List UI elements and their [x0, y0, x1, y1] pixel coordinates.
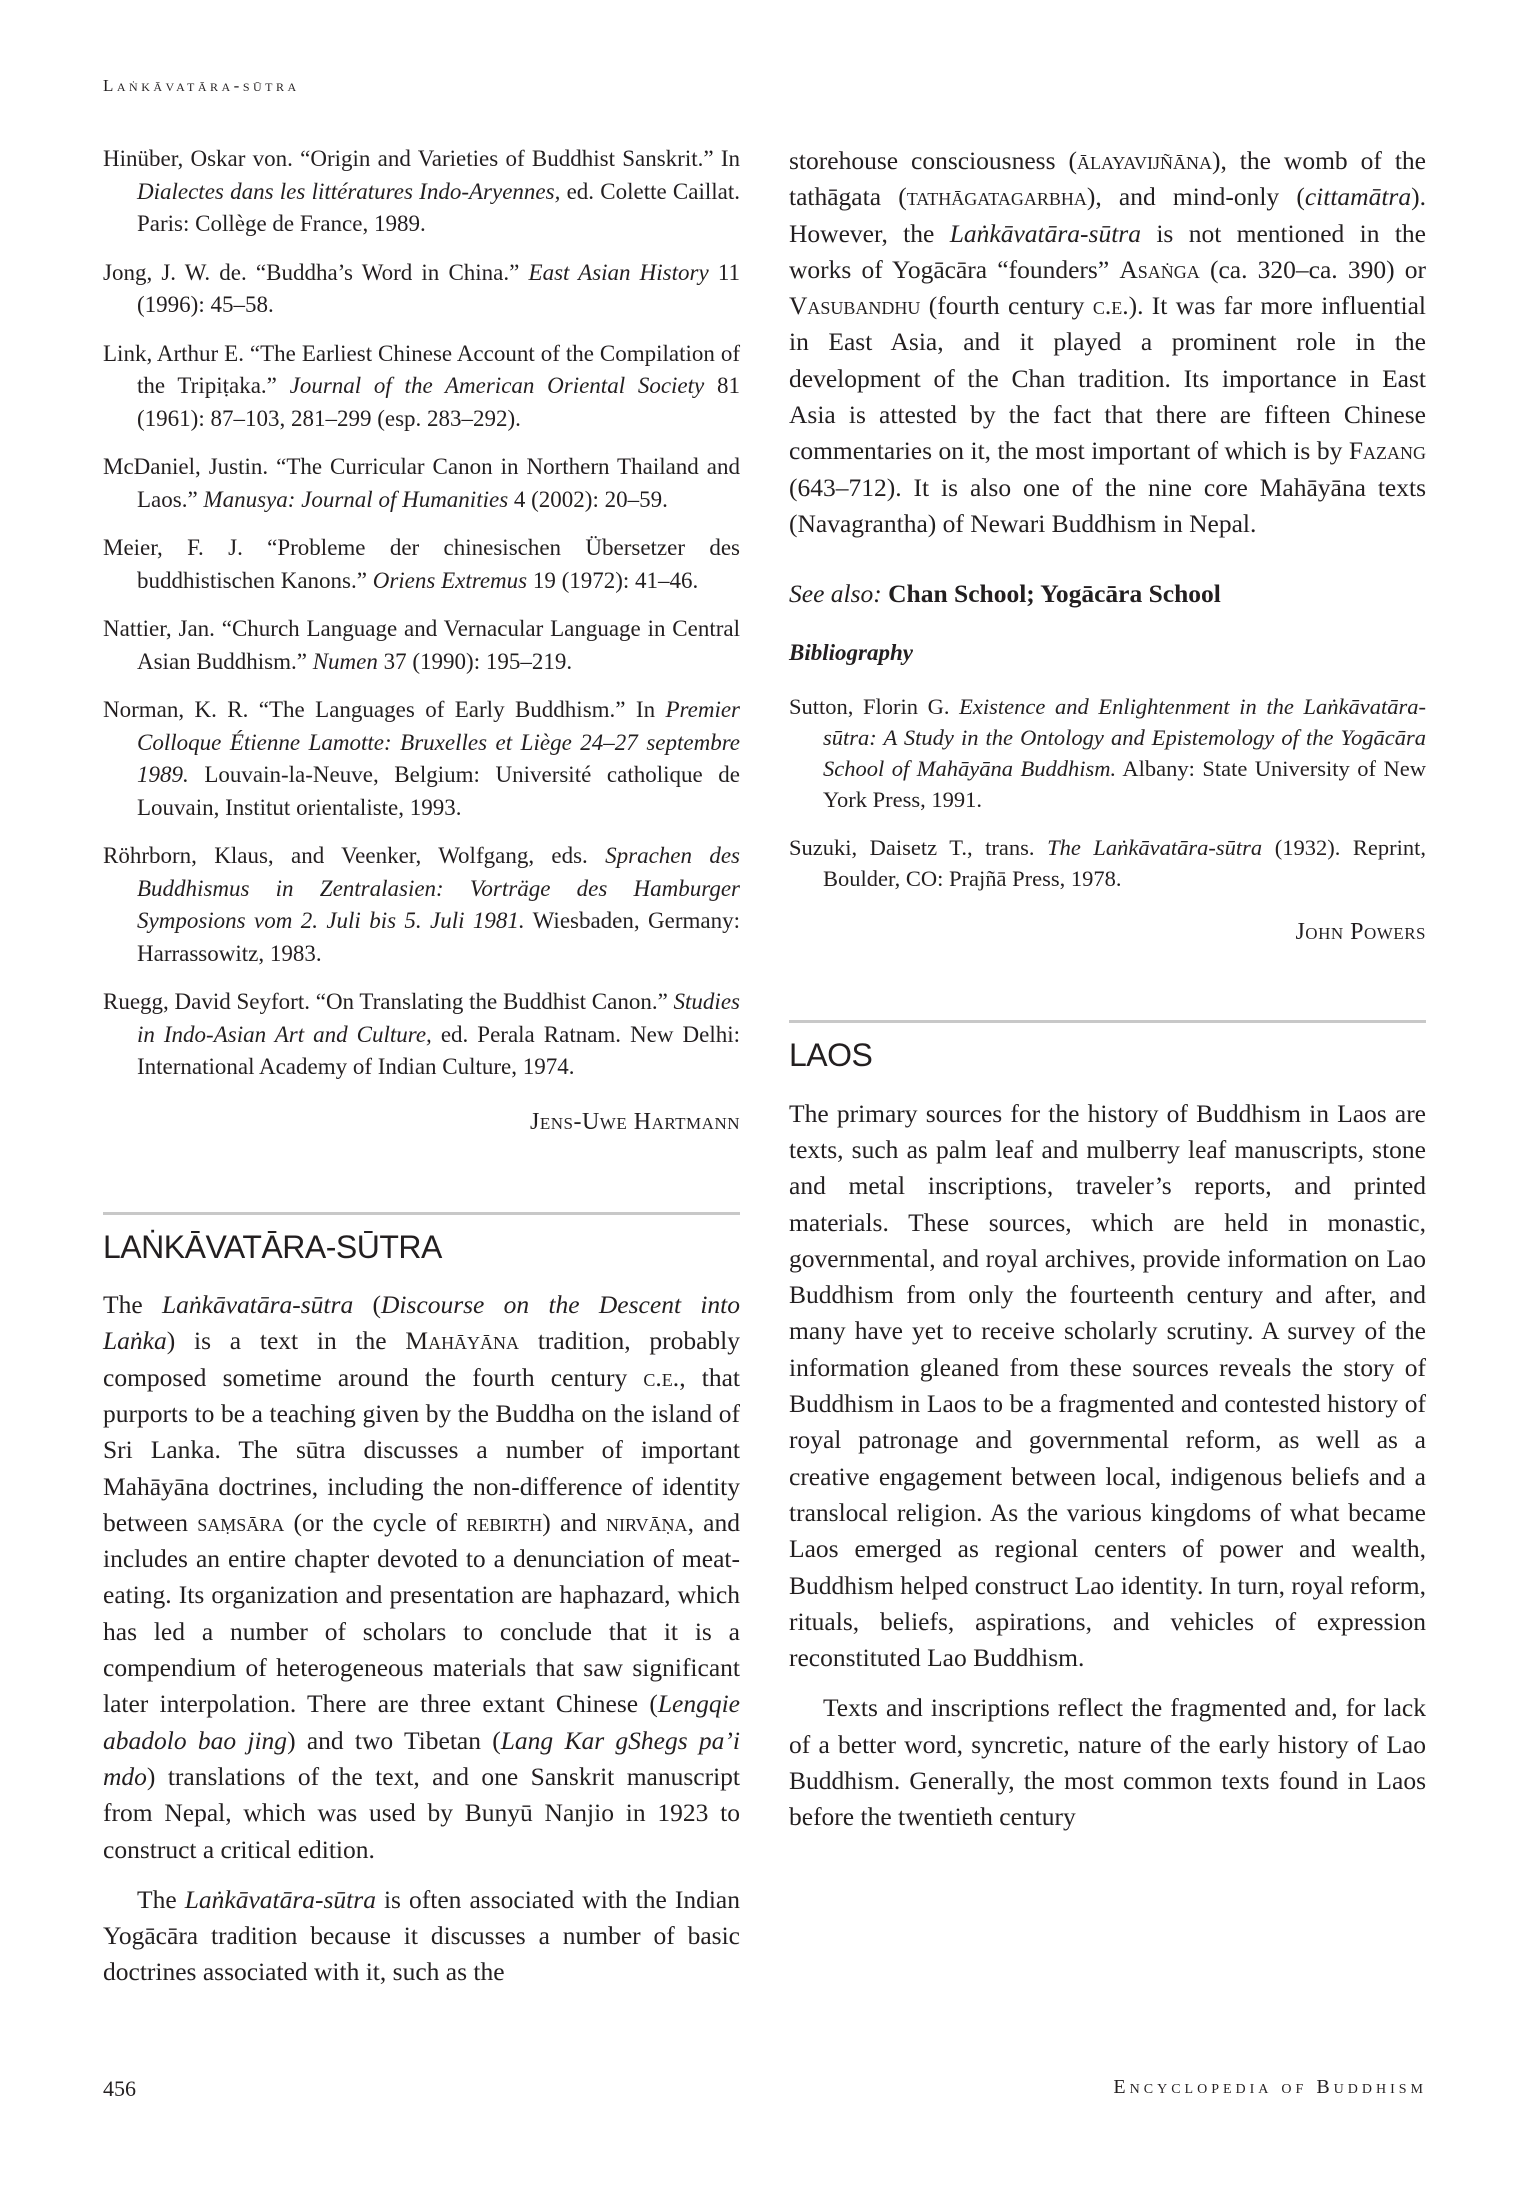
text-run: Röhrborn, Klaus, and Veenker, Wolfgang, eds.	[103, 843, 606, 868]
italic-text: East Asian History	[528, 259, 709, 285]
text-run: is not mentioned in the works of Yogācāra “founders”	[789, 218, 1426, 284]
text-run: Sutton, Florin G.	[789, 693, 960, 719]
body-paragraph	[103, 1882, 740, 1991]
text-run: ed. Perala Ratnam. New Delhi: International Academy of Indian Culture, 1974.	[137, 1021, 741, 1079]
text-run: Louvain-la-Neuve, Belgium: Université catholique de Louvain, Institut orientaliste, 1993.	[137, 762, 740, 820]
cross-reference[interactable]: nirvāṇa	[606, 1507, 688, 1537]
italic-text: Premier Colloque Étienne Lamotte: Bruxelles et Liège 24–27 septembre 1989.	[137, 697, 740, 787]
italic-text: Discourse on the Descent into Laṅka	[103, 1290, 740, 1356]
cross-reference[interactable]: tathāgatagarbha	[906, 182, 1087, 212]
bibliography-entry	[789, 691, 1426, 816]
text-run: (	[353, 1290, 381, 1320]
text-run: The	[137, 1884, 185, 1914]
text-run: Nattier, Jan. “Church Language and Vernacular Language in Central Asian Buddhism.”	[103, 616, 740, 674]
italic-text: Studies in Indo-Asian Art and Culture,	[137, 989, 740, 1047]
bibliography-entry	[103, 451, 740, 516]
running-head: Laṅkāvatāra-sūtra	[103, 76, 300, 95]
section-divider	[103, 1212, 740, 1215]
text-run: Link, Arthur E. “The Earliest Chinese Account of the Compilation of the Tripiṭaka.”	[103, 340, 740, 398]
text-run: (1932). Reprint, Boulder, CO: Prajñā Press, 1978.	[823, 834, 1427, 891]
author-signature: Jens-Uwe Hartmann	[530, 1108, 740, 1135]
italic-text: The Laṅkāvatāra-sūtra	[1047, 834, 1263, 860]
cross-reference[interactable]: saṃsāra	[197, 1507, 285, 1537]
italic-text: Manusya: Journal of Humanities	[203, 486, 509, 512]
text-run: (643–712). It is also one of the nine core Mahāyāna texts (Navagrantha) of Newari Buddhism in Nepal.	[789, 472, 1426, 538]
text-run: (ca. 320–ca. 390) or	[1199, 254, 1426, 284]
text-run: ), the womb of the tathāgata (	[789, 146, 1426, 212]
italic-text: Existence and Enlightenment in the Laṅkāvatāra-sūtra: A Study in the Ontology and Epistemology of the Yogācāra School of Mahāyāna Buddhism.	[823, 693, 1426, 782]
see-also-label: See also:	[789, 579, 882, 609]
italic-text: Laṅkāvatāra-sūtra	[949, 218, 1141, 248]
text-run: Jong, J. W. de. “Buddha’s Word in China.”	[103, 259, 529, 285]
italic-text: Sprachen des Buddhismus in Zentralasien: Vorträge des Hamburger Symposions vom 2. Juli bis 5. Juli 1981.	[137, 843, 740, 933]
text-run: , and includes an entire chapter devoted to a denunciation of meat-eating. Its organization and presentation are haphazard, which has led a number of scholars to conclude that it is a compendium of heterogeneous materials that saw significant later interpolation. There are three extant Chinese (	[103, 1507, 740, 1719]
text-run: tradition, probably composed sometime around the fourth century	[103, 1326, 741, 1392]
bibliography-entry	[103, 143, 740, 241]
bibliography-entry	[103, 840, 740, 970]
section-divider	[789, 1020, 1426, 1023]
italic-text: Journal of the American Oriental Society	[289, 373, 705, 398]
cross-reference[interactable]: rebirth	[466, 1507, 543, 1537]
bibliography-entry	[103, 694, 740, 824]
bibliography-entry	[103, 532, 740, 597]
text-run: Norman, K. R. “The Languages of Early Buddhism.” In	[103, 697, 666, 722]
italic-text: Lang Kar gShegs pa’i mdo	[103, 1725, 741, 1791]
left-bibliography	[103, 143, 740, 1084]
italic-text: Dialectes dans les littératures Indo-Aryennes,	[137, 178, 561, 204]
author-signature: John Powers	[1295, 919, 1426, 946]
italic-text: cittamātra	[1304, 182, 1412, 212]
text-run: Wiesbaden, Germany: Harrassowitz, 1983.	[137, 908, 740, 966]
see-also-links[interactable]: Chan School; Yogācāra School	[888, 579, 1221, 609]
italic-text: Numen	[312, 648, 378, 674]
italic-text: Laṅkāvatāra-sūtra	[184, 1884, 376, 1914]
bibliography-entry	[103, 986, 740, 1084]
text-run: Meier, F. J. “Probleme der chinesischen Übersetzer des buddhistischen Kanons.”	[103, 535, 740, 593]
body-paragraph	[789, 1690, 1426, 1835]
text-run: ). It was far more influential in East Asia, and it played a prominent role in the development of the Chan tradition. Its importance in East Asia is attested by the fact that there are fifteen Chinese commentaries on it, the most important of which is by	[789, 291, 1426, 466]
text-run: ) and two Tibetan (	[287, 1725, 501, 1755]
text-run: McDaniel, Justin. “The Curricular Canon in Northern Thailand and Laos.”	[103, 454, 740, 512]
text-run: ) translations of the text, and one Sanskrit manuscript from Nepal, which was used by Bunyū Nanjio in 1923 to construct a critical edition.	[103, 1761, 740, 1864]
body-paragraph-continued	[789, 143, 1426, 542]
see-also	[789, 576, 1426, 612]
italic-text: Oriens Extremus	[372, 567, 528, 593]
text-run: ), and mind-only (	[1086, 182, 1305, 212]
text-run: (fourth century	[920, 291, 1093, 321]
entry-title-laos: LAOS	[789, 1037, 873, 1074]
lanka-bibliography	[789, 691, 1426, 894]
text-run: (or the cycle of	[284, 1507, 467, 1537]
cross-reference[interactable]: Vasubandhu	[789, 291, 921, 321]
text-run: 4 (2002): 20–59.	[508, 486, 668, 512]
text-run: The	[103, 1290, 162, 1320]
cross-reference[interactable]: c.e.	[1092, 291, 1129, 321]
cross-reference[interactable]: ālayavijñāna	[1076, 146, 1212, 175]
text-run: ). However, the	[789, 182, 1426, 248]
bibliography-entry	[103, 257, 740, 322]
text-run: 11 (1996): 45–58.	[137, 259, 740, 317]
italic-text: Laṅkāvatāra-sūtra	[161, 1290, 354, 1320]
cross-reference[interactable]: Fazang	[1348, 436, 1426, 466]
text-run: Suzuki, Daisetz T., trans.	[789, 834, 1048, 860]
page-number: 456	[103, 2076, 136, 2101]
body-paragraph	[789, 1096, 1426, 1677]
cross-reference[interactable]: Asaṅga	[1119, 254, 1200, 284]
text-run: Ruegg, David Seyfort. “On Translating the Buddhist Canon.”	[103, 989, 674, 1014]
text-run: 81 (1961): 87–103, 281–299 (esp. 283–292).	[137, 373, 740, 431]
text-run: is often associated with the Indian Yogācāra tradition because it discusses a number of basic doctrines associated with it, such as the	[103, 1884, 740, 1987]
text-run: Texts and inscriptions reflect the fragmented and, for lack of a better word, syncretic, nature of the early history of Lao Buddhism. Generally, the most common texts found in Laos before the twentieth century	[789, 1693, 1426, 1832]
body-paragraph	[103, 1287, 740, 1868]
book-title: Encyclopedia of Buddhism	[1113, 2076, 1427, 2098]
cross-reference[interactable]: Mahāyāna	[405, 1326, 520, 1356]
bibliography-entry	[103, 338, 740, 436]
cross-reference[interactable]: c.e.	[643, 1362, 680, 1392]
text-run: ) and	[542, 1507, 606, 1537]
italic-text: Lengqie abadolo bao jing	[103, 1689, 740, 1755]
text-run: The primary sources for the history of Buddhism in Laos are texts, such as palm leaf and mulberry leaf manuscripts, stone and metal inscriptions, traveler’s reports, and printed materials. These sources, which are held in monastic, governmental, and royal archives, provide information on Lao Buddhism from only the fourteenth century and after, and many have yet to receive scholarly scrutiny. A survey of the information gleaned from these sources reveals the story of Buddhism in Laos to be a fragmented and contested history of royal patronage and governmental reform, as well as a creative engagement between local, indigenous beliefs and a translocal religion. As the various kingdoms of what became Laos emerged as regional centers of power and wealth, Buddhism helped construct Lao identity. In turn, royal reform, rituals, beliefs, aspirations, and vehicles of expression reconstituted Lao Buddhism.	[789, 1098, 1426, 1673]
text-run: 37 (1990): 195–219.	[377, 648, 573, 674]
text-run: storehouse consciousness (	[789, 146, 1077, 175]
entry-title-lankavatara: LAṄKĀVATĀRA-SŪTRA	[103, 1228, 442, 1265]
text-run: , that purports to be a teaching given by the Buddha on the island of Sri Lanka. The sūtra discusses a number of important Mahāyāna doctrines, including the non-difference of identity between	[103, 1362, 740, 1537]
text-run: ) is a text in the	[166, 1326, 406, 1356]
text-run: Albany: State University of New York Press, 1991.	[823, 756, 1426, 813]
bibliography-entry	[789, 832, 1426, 894]
text-run: Hinüber, Oskar von. “Origin and Varieties of Buddhist Sanskrit.” In	[103, 146, 740, 171]
right-column	[789, 143, 1426, 1836]
bibliography-entry	[103, 613, 740, 678]
text-run: ed. Colette Caillat. Paris: Collège de France, 1989.	[137, 178, 740, 236]
text-run: 19 (1972): 41–46.	[527, 567, 699, 593]
left-column	[103, 143, 740, 1991]
bibliography-heading: Bibliography	[789, 639, 913, 665]
